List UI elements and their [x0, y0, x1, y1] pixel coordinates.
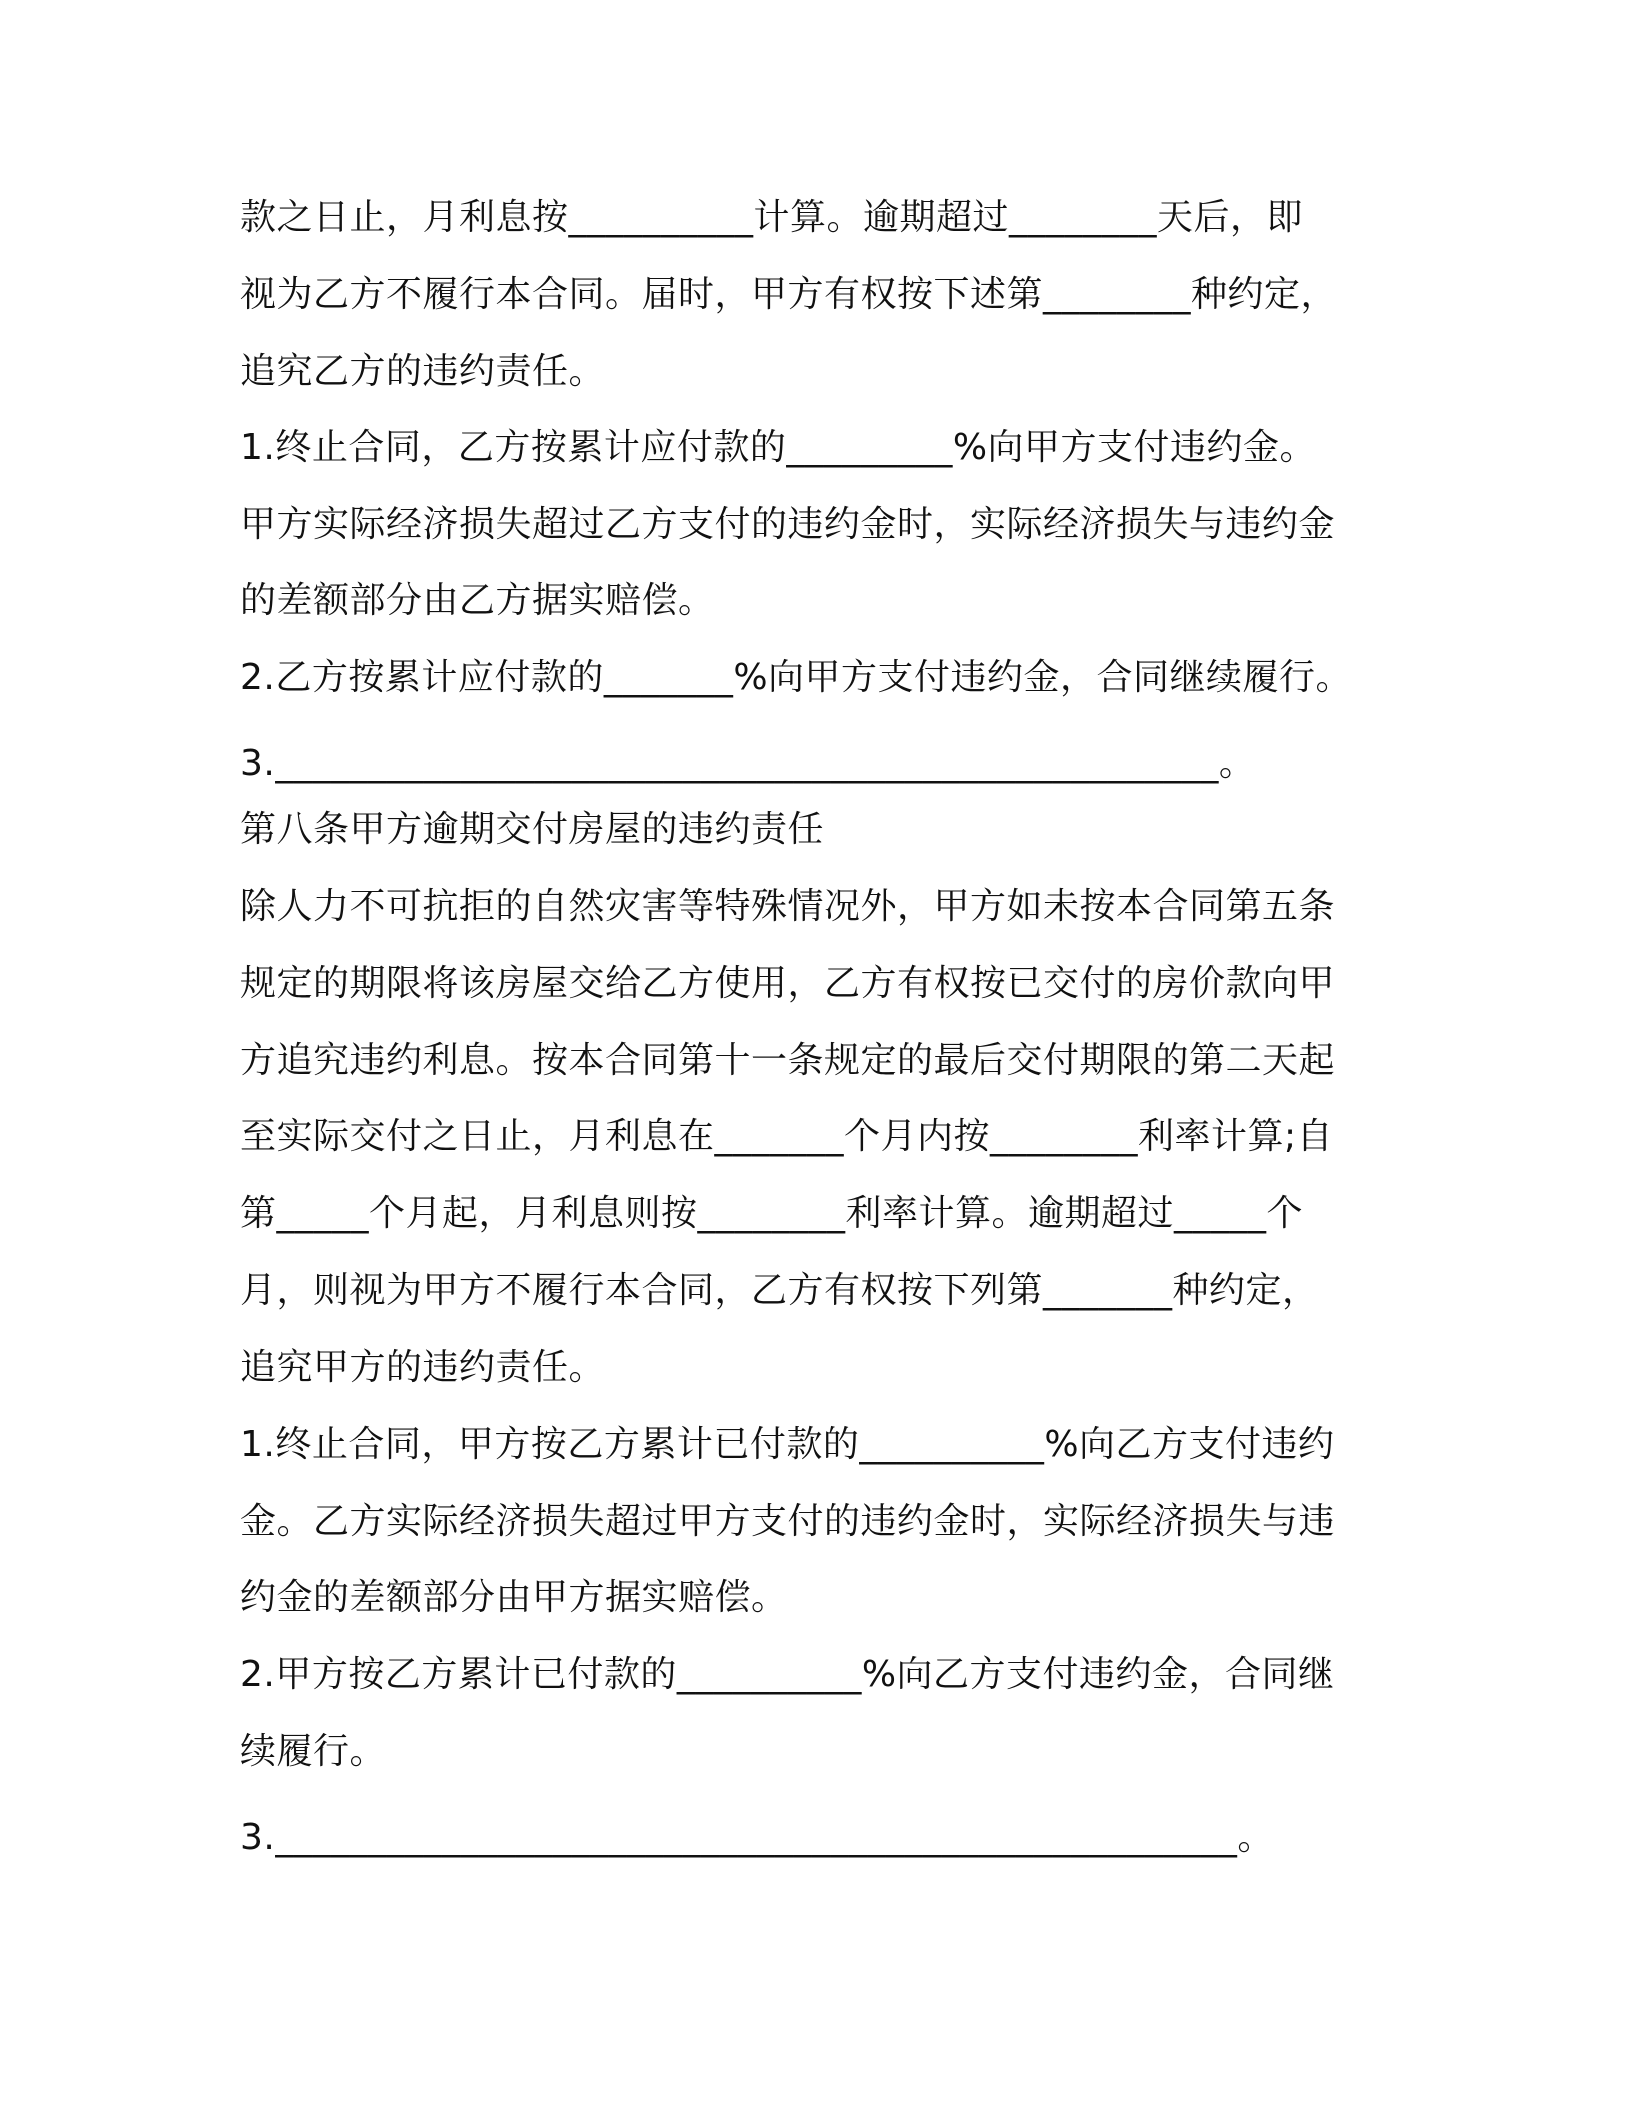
text-line-7: 2.乙方按累计应付款的_______%向甲方支付违约金，合同继续履行。: [240, 657, 1353, 698]
text-line-2: 视为乙方不履行本合同。届时，甲方有权按下述第________种约定，: [240, 274, 1338, 315]
text-line-22: 3.____________________________________________________。: [240, 1817, 1274, 1858]
text-line-6: 的差额部分由乙方据实赔偿。: [240, 580, 715, 621]
text-line-19: 约金的差额部分由甲方据实赔偿。: [240, 1577, 788, 1618]
text-line-20: 2.甲方按乙方累计已付款的__________%向乙方支付违约金，合同继: [240, 1654, 1335, 1695]
text-line-10: 除人力不可抗拒的自然灾害等特殊情况外，甲方如未按本合同第五条: [240, 886, 1336, 927]
text-line-1: 款之日止，月利息按__________计算。逾期超过________天后，即: [240, 197, 1304, 238]
text-line-15: 月，则视为甲方不履行本合同，乙方有权按下列第_______种约定，: [240, 1270, 1319, 1311]
text-line-3: 追究乙方的违约责任。: [240, 351, 606, 392]
text-line-8: 3.___________________________________________________。: [240, 743, 1256, 784]
text-line-14: 第_____个月起，月利息则按________利率计算。逾期超过_____个: [240, 1193, 1304, 1234]
text-line-17: 1.终止合同，甲方按乙方累计已付款的__________%向乙方支付违约: [240, 1424, 1335, 1465]
section-heading: 第八条甲方逾期交付房屋的违约责任: [240, 809, 825, 850]
text-line-12: 方追究违约利息。按本合同第十一条规定的最后交付期限的第二天起: [240, 1040, 1336, 1081]
text-line-13: 至实际交付之日止，月利息在_______个月内按________利率计算;自: [240, 1116, 1334, 1157]
text-line-11: 规定的期限将该房屋交给乙方使用，乙方有权按已交付的房价款向甲: [240, 963, 1336, 1004]
text-line-16: 追究甲方的违约责任。: [240, 1347, 606, 1388]
text-line-5: 甲方实际经济损失超过乙方支付的违约金时，实际经济损失与违约金: [240, 504, 1336, 545]
text-line-4: 1.终止合同，乙方按累计应付款的_________%向甲方支付违约金。: [240, 427, 1317, 468]
text-line-18: 金。乙方实际经济损失超过甲方支付的违约金时，实际经济损失与违: [240, 1501, 1336, 1542]
text-line-21: 续履行。: [240, 1731, 387, 1772]
